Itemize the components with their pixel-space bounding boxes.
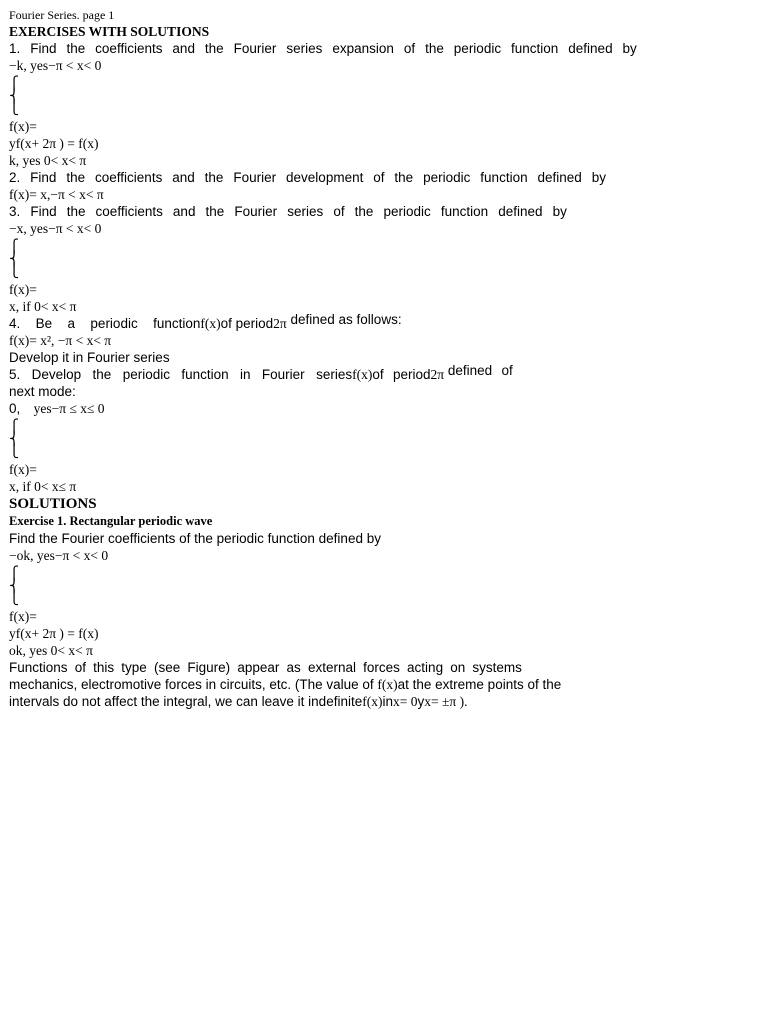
word: on xyxy=(450,660,466,675)
word: of xyxy=(403,41,416,56)
word: Functions xyxy=(9,660,68,675)
word: Find xyxy=(30,170,57,185)
left-brace xyxy=(9,74,749,118)
case-condition: yes−π ≤ x≤ 0 xyxy=(33,401,105,416)
text-run: in xyxy=(382,694,393,709)
word: coefficients xyxy=(95,170,163,185)
word: Find xyxy=(30,41,57,56)
word: the xyxy=(354,204,374,219)
word: 1. xyxy=(9,41,21,56)
word: Develop xyxy=(31,367,82,382)
left-brace xyxy=(9,237,749,281)
word: coefficients xyxy=(95,41,163,56)
function-label: f(x)= xyxy=(9,282,37,297)
word: of xyxy=(372,367,384,382)
exercise-5-statement xyxy=(9,363,749,383)
word: the xyxy=(66,170,86,185)
word: 3. xyxy=(9,204,21,219)
periodicity-condition: yf(x+ 2π ) = f(x) xyxy=(9,136,99,151)
word: development xyxy=(286,170,364,185)
word: the xyxy=(92,367,112,382)
word: function xyxy=(153,316,201,331)
brace-middle: ⎨ xyxy=(9,431,20,446)
word: defined as follows: xyxy=(286,312,402,327)
word: function xyxy=(511,41,559,56)
inline-math: x= ±π ). xyxy=(424,694,468,709)
brace-bottom: ⎩ xyxy=(9,443,20,458)
inline-math: x= 0 xyxy=(392,694,418,709)
exercise-1-statement xyxy=(9,40,637,57)
word: periodic xyxy=(423,170,471,185)
brace-top: ⎧ xyxy=(9,566,20,581)
word: of xyxy=(333,204,345,219)
word: function xyxy=(440,204,489,219)
word: by xyxy=(552,204,567,219)
brace-bottom: ⎩ xyxy=(9,263,20,278)
exercise-5-continuation: next mode: xyxy=(9,384,76,399)
word: and xyxy=(172,41,195,56)
word: by xyxy=(591,170,606,185)
periodicity-condition: yf(x+ 2π ) = f(x) xyxy=(9,626,99,641)
word: function xyxy=(181,367,229,382)
word: of xyxy=(74,660,86,675)
word: defined xyxy=(537,170,582,185)
exercise-3-statement xyxy=(9,203,567,220)
solution-paragraph-line-2 xyxy=(9,676,749,693)
word: Fourier xyxy=(261,367,305,382)
brace-middle: ⎨ xyxy=(9,578,20,593)
word: coefficients xyxy=(95,204,163,219)
inline-math: 2π xyxy=(273,316,287,331)
word: type xyxy=(121,660,147,675)
case-negative: −ok, yes−π < x< 0 xyxy=(9,548,109,563)
word: forces xyxy=(363,660,400,675)
word: the xyxy=(205,204,225,219)
solution-1-intro: Find the Fourier coefficients of the periodic function defined by xyxy=(9,531,381,546)
word: of xyxy=(373,170,385,185)
word: the xyxy=(66,41,86,56)
word: defined xyxy=(568,41,613,56)
case-positive: k, yes 0< x< π xyxy=(9,153,87,168)
brace-top: ⎧ xyxy=(9,419,20,434)
word: defined xyxy=(498,204,543,219)
brace-middle: ⎨ xyxy=(9,88,20,103)
brace-top: ⎧ xyxy=(9,239,20,254)
inline-math: f(x) xyxy=(200,316,221,331)
word: the xyxy=(425,41,444,56)
brace-bottom: ⎩ xyxy=(9,100,20,115)
word: series xyxy=(287,204,324,219)
word: (see xyxy=(153,660,181,675)
exercise-2-formula: f(x)= x,−π < x< π xyxy=(9,187,104,202)
word: and xyxy=(172,204,196,219)
word: series xyxy=(316,367,353,382)
word: series xyxy=(286,41,323,56)
word: periodic xyxy=(122,367,170,382)
text-run: y xyxy=(417,694,425,709)
word: acting xyxy=(407,660,444,675)
word: Figure) xyxy=(187,660,231,675)
function-label: f(x)= xyxy=(9,462,37,477)
case-negative: −k, yes−π < x< 0 xyxy=(9,58,102,73)
word: 5. xyxy=(9,367,21,382)
text-run: at the extreme points of the xyxy=(397,677,562,692)
word: function xyxy=(480,170,528,185)
word: defined xyxy=(444,363,493,378)
text-run: intervals do not affect the integral, we can leave it indefinite xyxy=(9,694,363,709)
case-positive: ok, yes 0< x< π xyxy=(9,643,93,658)
word: 2. xyxy=(9,170,21,185)
word: expansion xyxy=(332,41,394,56)
word: the xyxy=(204,170,224,185)
word: and xyxy=(172,170,195,185)
page-label: Fourier Series. page 1 xyxy=(9,8,115,22)
word: as xyxy=(286,660,301,675)
word: by xyxy=(622,41,637,56)
word: periodic xyxy=(90,316,138,331)
function-label: f(x)= xyxy=(9,119,37,134)
word: in xyxy=(240,367,251,382)
case-negative: −x, yes−π < x< 0 xyxy=(9,221,102,236)
case-positive: x, if 0< x< π xyxy=(9,299,77,314)
solution-paragraph-line-3 xyxy=(9,693,749,710)
word: Find xyxy=(30,204,57,219)
word: appear xyxy=(237,660,280,675)
exercise-4-instruction: Develop it in Fourier series xyxy=(9,350,170,365)
word: periodic xyxy=(453,41,502,56)
word: periodic xyxy=(383,204,431,219)
solution-paragraph-line-1 xyxy=(9,659,522,676)
case-value: 0, xyxy=(9,401,21,416)
document-page xyxy=(9,8,749,710)
word: systems xyxy=(472,660,522,675)
word: external xyxy=(307,660,356,675)
inline-math: f(x) xyxy=(352,367,373,382)
solutions-title: SOLUTIONS xyxy=(9,496,97,512)
left-brace xyxy=(9,417,749,461)
solution-1-title: Exercise 1. Rectangular periodic wave xyxy=(9,514,213,528)
word: Fourier xyxy=(234,204,278,219)
word: the xyxy=(204,41,224,56)
word: the xyxy=(66,204,86,219)
word: a xyxy=(67,316,76,331)
brace-bottom: ⎩ xyxy=(9,590,20,605)
inline-math: f(x) xyxy=(362,694,383,709)
exercise-2-statement xyxy=(9,169,606,186)
word: Fourier xyxy=(233,41,277,56)
word: Fourier xyxy=(233,170,277,185)
word: period xyxy=(392,367,431,382)
case-zero xyxy=(9,400,749,417)
word: of period xyxy=(220,316,274,331)
left-brace xyxy=(9,564,749,608)
word: Be xyxy=(35,316,53,331)
word: of xyxy=(501,363,513,378)
section-title: EXERCISES WITH SOLUTIONS xyxy=(9,24,210,39)
word: the xyxy=(394,170,414,185)
brace-middle: ⎨ xyxy=(9,251,20,266)
inline-math: 2π xyxy=(430,367,445,382)
word: 4. xyxy=(9,316,21,331)
case-positive: x, if 0< x≤ π xyxy=(9,479,77,494)
word: this xyxy=(93,660,115,675)
exercise-4-statement xyxy=(9,312,749,332)
exercise-4-formula: f(x)= x², −π < x< π xyxy=(9,333,112,348)
brace-top: ⎧ xyxy=(9,76,20,91)
text-run: mechanics, electromotive forces in circuits, etc. (The value of xyxy=(9,677,378,692)
function-label: f(x)= xyxy=(9,609,37,624)
inline-math: f(x) xyxy=(377,677,398,692)
